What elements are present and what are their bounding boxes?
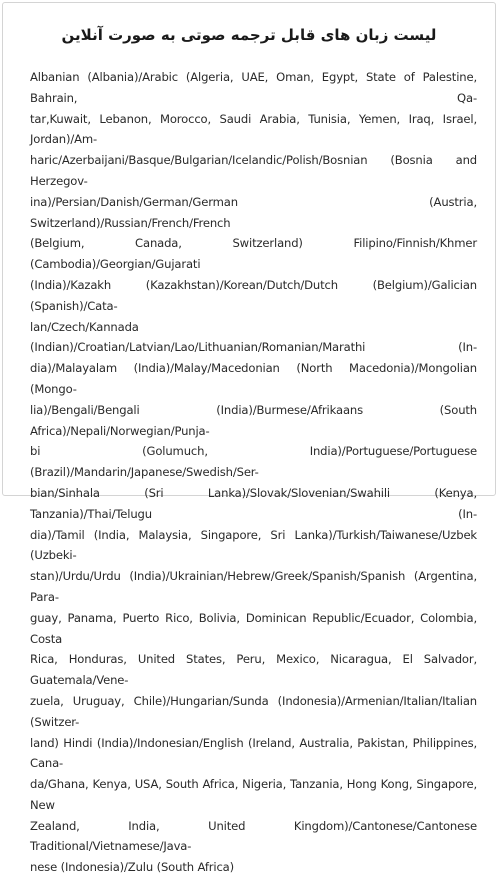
text-line: (India)/Kazakh (Kazakhstan)/Korean/Dutch/Dutch (Belgium)/Galician (Spanish)/Cata- <box>30 277 477 313</box>
text-line: dia)/Tamil (India, Malaysia, Singapore, Sri Lanka)/Turkish/Taiwanese/Uzbek (Uzbeki- <box>30 527 477 563</box>
text-line: nese (Indonesia)/Zulu (South Africa) <box>30 860 234 875</box>
text-line: land) Hindi (India)/Indonesian/English (Ireland, Australia, Pakistan, Philippines, Cana- <box>30 735 477 771</box>
text-line: tar,Kuwait, Lebanon, Morocco, Saudi Arabia, Tunisia, Yemen, Iraq, Israel, Jordan)/Am- <box>30 111 477 147</box>
text-line: dia)/Malayalam (India)/Malay/Macedonian (North Macedonia)/Mongolian (Mongo- <box>30 361 477 396</box>
page-title: لیست زبان های قابل ترجمه صوتی به صورت آنلاین <box>61 26 437 44</box>
text-line: haric/Azerbaijani/Basque/Bulgarian/Icelandic/Polish/Bosnian (Bosnia and Herzegov- <box>30 153 477 188</box>
text-line: da/Ghana, Kenya, USA, South Africa, Nigeria, Tanzania, Hong Kong, Singapore, New <box>30 777 477 812</box>
language-list-text <box>30 67 477 878</box>
text-line: ina)/Persian/Danish/German/German (Austria, Switzerland)/Russian/French/French <box>30 194 477 230</box>
language-list-card <box>2 2 496 875</box>
text-line: bian/Sinhala (Sri Lanka)/Slovak/Slovenian/Swahili (Kenya, Tanzania)/Thai/Telugu (In- <box>30 485 477 521</box>
text-line: stan)/Urdu/Urdu (India)/Ukrainian/Hebrew/Greek/Spanish/Spanish (Argentina, Para- <box>30 569 477 604</box>
text-line: lia)/Bengali/Bengali (India)/Burmese/Afrikaans (South Africa)/Nepali/Norwegian/Punja- <box>30 402 477 438</box>
text-line: bi (Golumuch, India)/Portuguese/Portuguese (Brazil)/Mandarin/Japanese/Swedish/Ser- <box>30 444 477 480</box>
text-line: Rica, Honduras, United States, Peru, Mexico, Nicaragua, El Salvador, Guatemala/Vene- <box>30 652 477 688</box>
text-line: lan/Czech/Kannada (Indian)/Croatian/Latvian/Lao/Lithuanian/Romanian/Marathi (In- <box>30 319 477 355</box>
text-line: Albanian (Albania)/Arabic (Algeria, UAE, Oman, Egypt, State of Palestine, Bahrain, Qa- <box>30 70 477 105</box>
text-line: (Belgium, Canada, Switzerland) Filipino/Finnish/Khmer (Cambodia)/Georgian/Gujarati <box>30 236 477 272</box>
text-line: guay, Panama, Puerto Rico, Bolivia, Dominican Republic/Ecuador, Colombia, Costa <box>30 610 477 646</box>
text-line: Zealand, India, United Kingdom)/Cantonese/Cantonese Traditional/Vietnamese/Java- <box>30 818 477 854</box>
text-line: zuela, Uruguay, Chile)/Hungarian/Sunda (Indonesia)/Armenian/Italian/Italian (Switzer- <box>30 693 477 729</box>
